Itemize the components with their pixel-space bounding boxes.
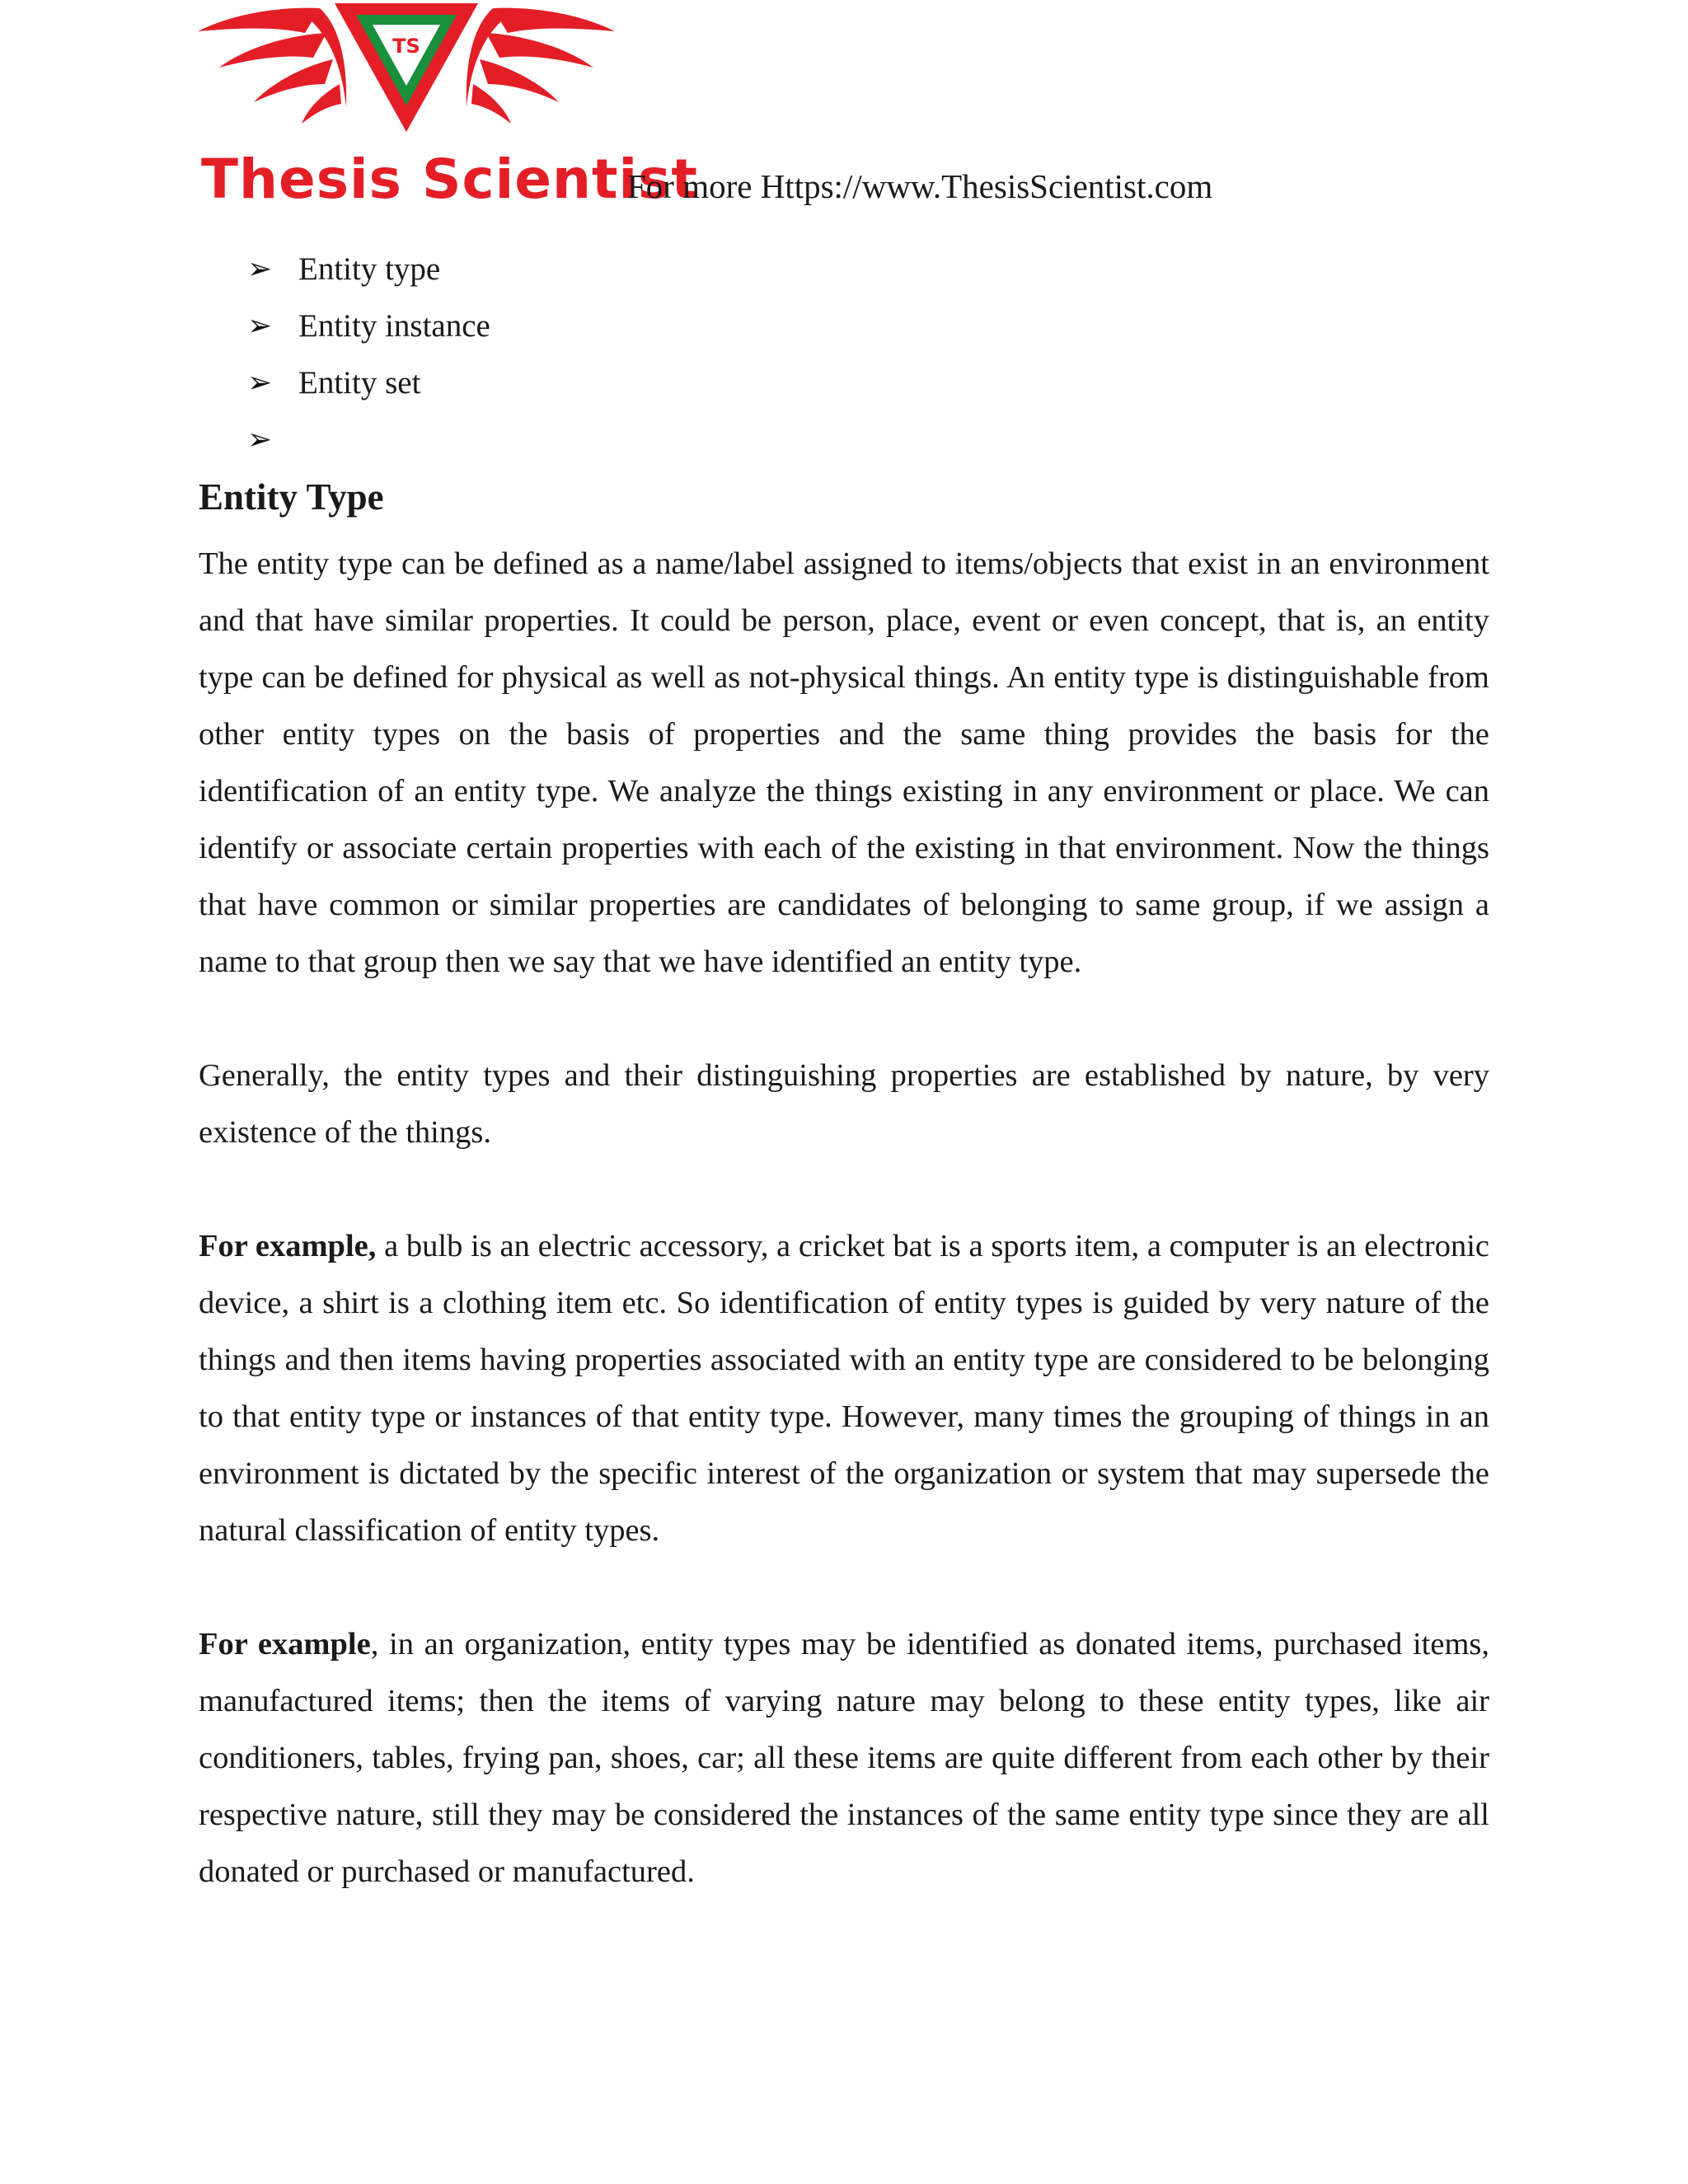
arrow-bullet-icon: ➢ [247,251,273,286]
arrow-bullet-icon: ➢ [247,308,273,343]
paragraph-example-1 [199,1218,1489,1559]
logo-wordmark: Thesis Scientist [201,148,698,211]
paragraph-definition: The entity type can be defined as a name/label assigned to items/objects that exist in an environment and that have similar properties. It could be person, place, event or even concept, that is, an entity type can be defined for physical as well as not-physical things. An entity type is distinguishable from other entity types on the basis of properties and the same thing provides the basis for the identification of an entity type. We analyze the things existing in any environment or place. We can identify or associate certain properties with each of the existing in that environment. Now the things that have common or similar properties are candidates of belonging to same group, if we assign a name to that group then we say that we have identified an entity type. [199,546,1489,979]
section-heading: Entity Type [199,476,384,518]
example-text: , in an organization, entity types may be identified as donated items, purchased items, manufactured items; then the items of varying nature may belong to these entity types, like air conditioners, tables, frying pan, shoes, car; all these items are quite different from each other by their respective nature, still they may be considered the instances of the same entity type since they are all donated or purchased or manufactured. [199,1627,1490,1889]
arrow-bullet-icon: ➢ [247,365,273,400]
example-label: For example, [199,1229,377,1263]
list-item-label: Entity instance [298,307,490,344]
list-item-label: Entity type [298,251,441,287]
concept-list [247,241,490,468]
example-label: For example [199,1627,371,1661]
example-text: a bulb is an electric accessory, a cricket bat is a sports item, a computer is an electronic device, a shirt is a clothing item etc. So identification of entity types is guided by very nature of the things and then items having properties associated with an entity type are considered to be belonging to that entity type or instances of that entity type. However, many times the grouping of things in an environment is dictated by the specific interest of the organization or system that may supersede the natural classification of entity types. [199,1229,1489,1548]
website-link[interactable]: For more Https://www.ThesisScientist.com [627,167,1213,205]
paragraph-example-2 [199,1616,1489,1900]
logo-monogram: TS [392,35,420,58]
thesis-scientist-logo [196,0,698,211]
list-item [247,298,490,354]
section-entity-type [199,468,1489,1957]
list-item-label: Entity set [298,364,421,401]
paragraph-generally: Generally, the entity types and their distinguishing properties are established by nature, by very existence of the things. [199,1058,1489,1150]
arrow-bullet-icon: ➢ [247,422,273,457]
list-item [247,241,490,298]
list-item [247,411,490,468]
page-header [196,0,1498,214]
list-item [247,354,490,411]
